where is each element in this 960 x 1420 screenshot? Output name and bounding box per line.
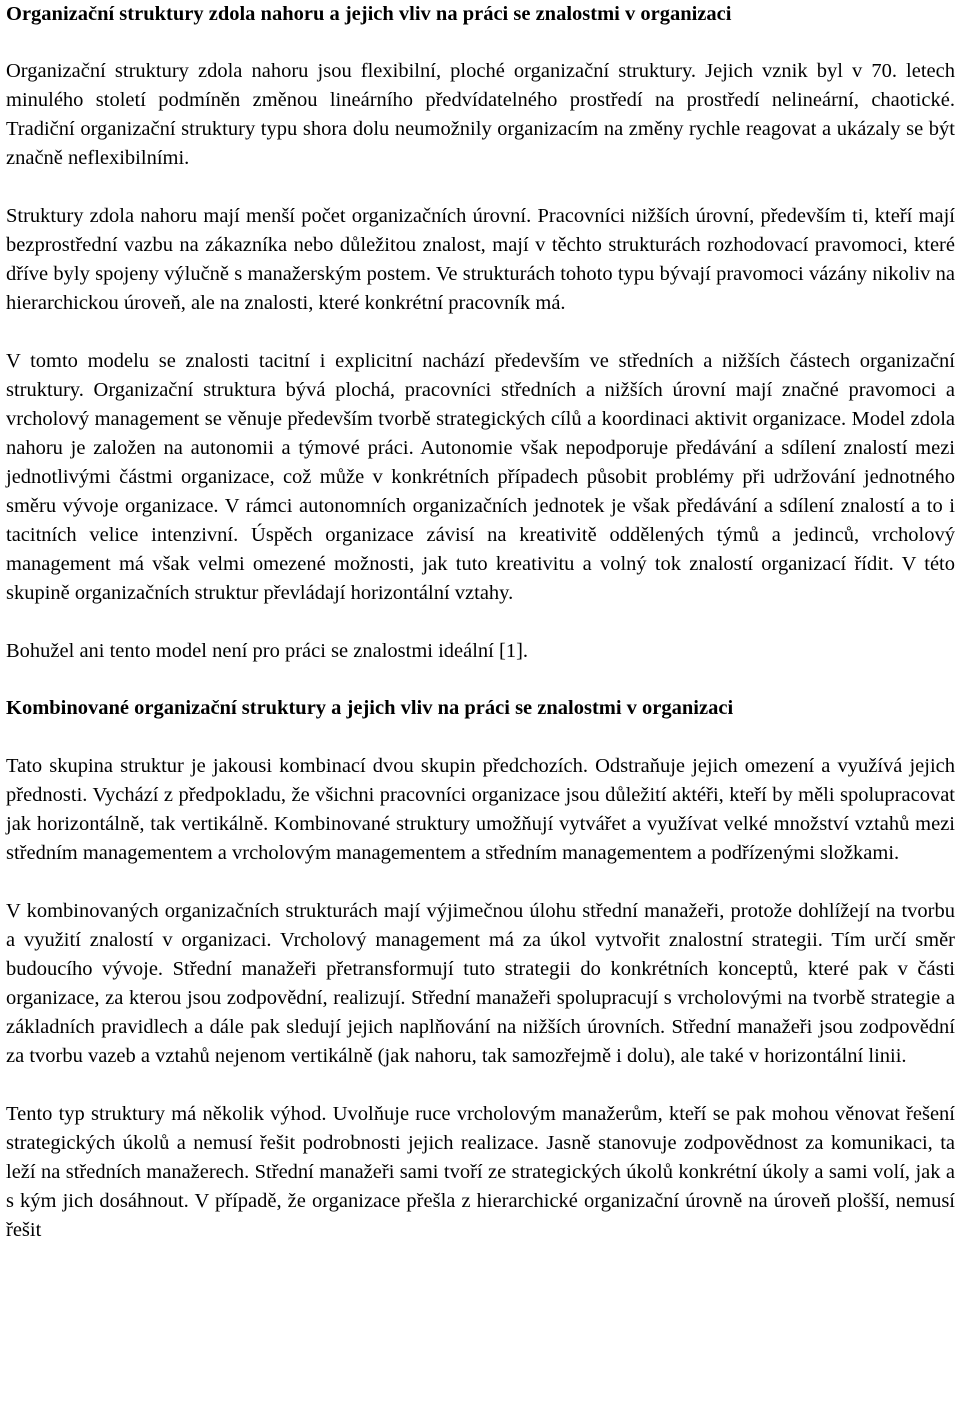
section-heading-combined: Kombinované organizační struktury a jejich vliv na práci se znalostmi v organizaci: [6, 697, 734, 719]
paragraph: V tomto modelu se znalosti tacitní i explicitní nachází především ve středních a nižších částech organizační struktury. Organizační struktura bývá plochá, pracovníci středních a nižších úrovní mají značné pravomoci a vrcholový management se věnuje především tvorbě strategických cílů a koordinaci aktivit organizace. Model zdola nahoru je založen na autonomii a týmové práci. Autonomie však nepodporuje předávání a sdílení znalostí mezi jednotlivými částmi organizace, což může v konkrétních případech působit problémy při udržování jednotného směru vývoje organizace. V rámci autonomních organizačních jednotek je však předávání a sdílení znalostí a to i tacitních velice intenzivní. Úspěch organizace závisí na kreativitě oddělených týmů a jedinců, vrcholový management má však velmi omezené možnosti, jak tuto kreativitu a volný tok znalostí organizací řídit. V této skupině organizačních struktur převládají horizontální vztahy.: [6, 350, 955, 604]
document-page: [6, 0, 955, 1245]
paragraph: V kombinovaných organizačních strukturách mají výjimečnou úlohu střední manažeři, protože dohlížejí na tvorbu a využití znalostí v organizaci. Vrcholový management má za úkol vytvořit znalostní strategii. Tím určí směr budoucího vývoje. Střední manažeři přetransformují tuto strategii do konkrétních konceptů, které pak v části organizace, za kterou jsou zodpovědní, realizují. Střední manažeři spolupracují s vrcholovými na tvorbě strategie a základních pravidlech a dále pak sledují jejich naplňování na nižších úrovních. Střední manažeři jsou zodpovědní za tvorbu vazeb a vztahů nejenom vertikálně (jak nahoru, tak samozřejmě i dolu), ale také v horizontální linii.: [6, 900, 955, 1067]
paragraph: Bohužel ani tento model není pro práci se znalostmi ideální [1].: [6, 640, 529, 662]
paragraph: Organizační struktury zdola nahoru jsou flexibilní, ploché organizační struktury. Jejich vznik byl v 70. letech minulého století podmíněn změnou lineárního předvídatelného prostředí na prostředí nelineární, chaotické. Tradiční organizační struktury typu shora dolu neumožnily organizacím na změny rychle reagovat a ukázaly se být značně neflexibilními.: [6, 60, 955, 169]
section-heading-bottom-up: Organizační struktury zdola nahoru a jejich vliv na práci se znalostmi v organizaci: [6, 3, 732, 25]
paragraph: Struktury zdola nahoru mají menší počet organizačních úrovní. Pracovníci nižších úrovní, především ti, kteří mají bezprostřední vazbu na zákazníka nebo důležitou znalost, mají v těchto strukturách rozhodovací pravomoci, které dříve byly spojeny výlučně s manažerským postem. Ve strukturách tohoto typu bývají pravomoci vázány nikoliv na hierarchickou úroveň, ale na znalosti, které konkrétní pracovník má.: [6, 205, 955, 314]
paragraph: Tato skupina struktur je jakousi kombinací dvou skupin předchozích. Odstraňuje jejich omezení a využívá jejich přednosti. Vychází z předpokladu, že všichni pracovníci organizace jsou důležití aktéři, kteří by měli spolupracovat jak horizontálně, tak vertikálně. Kombinované struktury umožňují vytvářet a využívat velké množství vztahů mezi středním managementem a vrcholovým managementem a středním managementem a podřízenými složkami.: [6, 755, 955, 864]
paragraph: Tento typ struktury má několik výhod. Uvolňuje ruce vrcholovým manažerům, kteří se pak mohou věnovat řešení strategických úkolů a nemusí řešit podrobnosti jejich realizace. Jasně stanovuje zodpovědnost za komunikaci, ta leží na středních manažerech. Střední manažeři sami tvoří ze strategických úkolů konkrétní úkoly a sami volí, jak a s kým jich dosáhnout. V případě, že organizace přešla z hierarchické organizační úrovně na úroveň plošší, nemusí řešit: [6, 1103, 955, 1241]
